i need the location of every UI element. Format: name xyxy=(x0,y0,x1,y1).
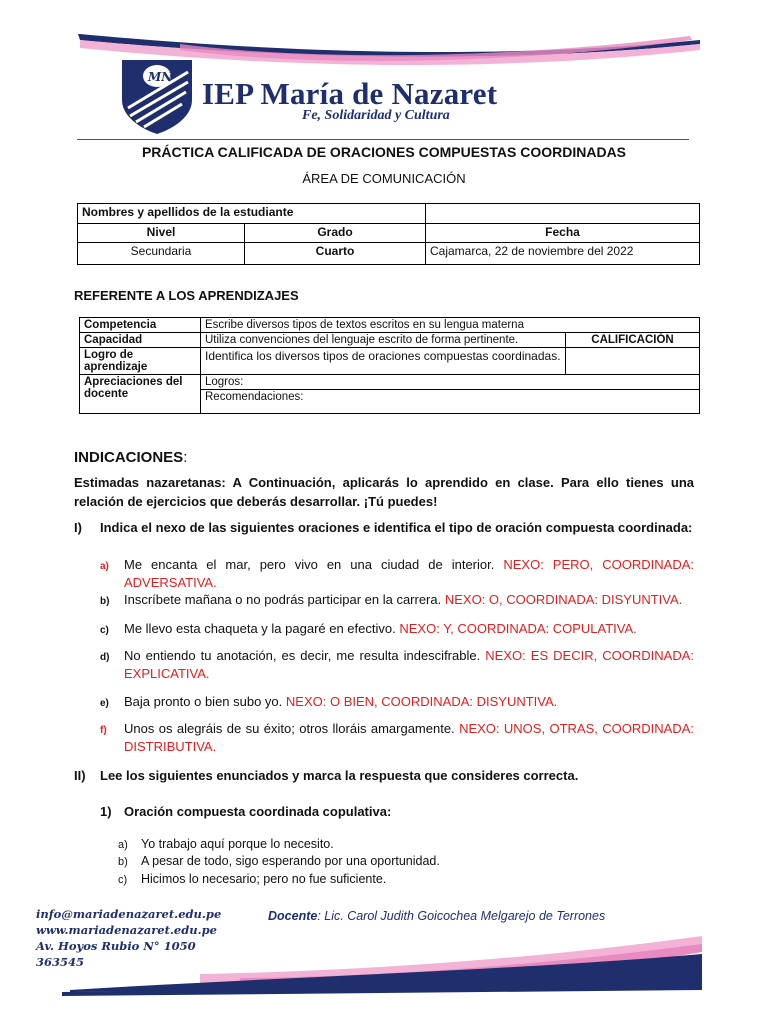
col-grado-header: Grado xyxy=(245,224,426,243)
footer-banner xyxy=(0,930,768,1024)
recomendaciones-label: Recomendaciones: xyxy=(201,390,700,414)
nivel-value: Secundaria xyxy=(78,243,245,265)
school-motto: Fe, Solidaridad y Cultura xyxy=(302,108,450,123)
list-item: a) Me encanta el mar, pero vivo en una ciudad de interior. NEXO: PERO, COORDINADA: ADVERSATIVA. xyxy=(100,557,694,590)
logro-value: Identifica los diversos tipos de oraciones compuestas coordinadas. xyxy=(201,348,566,375)
referente-table xyxy=(79,317,700,414)
apreciaciones-label: Apreciaciones del docente xyxy=(80,375,201,414)
col-nivel-header: Nivel xyxy=(78,224,245,243)
list-item: b) Inscríbete mañana o no podrás participar en la carrera. NEXO: O, COORDINADA: DISYUNTIVA. xyxy=(100,592,683,607)
list-item: d) No entiendo tu anotación, es decir, me resulta indescifrable. NEXO: ES DECIR, COORDINADA: EXPLICATIVA. xyxy=(100,648,694,681)
header-divider xyxy=(77,139,689,140)
calificacion-label: CALIFICACIÓN xyxy=(566,333,700,348)
page-subtitle: ÁREA DE COMUNICACIÓN xyxy=(302,171,466,186)
contact-address: Av. Hoyos Rubio N° 1050 xyxy=(36,939,196,953)
capacidad-value: Utiliza convenciones del lenguaje escrito de forma pertinente. xyxy=(201,333,566,348)
option-b[interactable]: b) A pesar de todo, sigo esperando por una oportunidad. xyxy=(118,854,440,868)
school-crest-icon xyxy=(122,60,192,134)
option-c[interactable]: c) Hicimos lo necesario; pero no fue suficiente. xyxy=(118,872,387,886)
list-item: f) Unos os alegráis de su éxito; otros lloráis amargamente. NEXO: UNOS, OTRAS, COORDINADA: DISTRIBUTIVA. xyxy=(100,721,694,754)
logro-label: Logro de aprendizaje xyxy=(80,348,201,375)
student-name-field[interactable] xyxy=(426,204,700,224)
referente-heading: REFERENTE A LOS APRENDIZAJES xyxy=(74,288,299,303)
page-title: PRÁCTICA CALIFICADA DE ORACIONES COMPUESTAS COORDINADAS xyxy=(141,144,627,160)
student-info-table xyxy=(77,203,700,265)
contact-email[interactable]: info@mariadenazaret.edu.pe xyxy=(36,907,222,921)
col-fecha-header: Fecha xyxy=(426,224,700,243)
docente-line: Docente: Lic. Carol Judith Goicochea Melgarejo de Terrones xyxy=(268,909,606,923)
contact-website[interactable]: www.mariadenazaret.edu.pe xyxy=(36,923,217,937)
grado-value: Cuarto xyxy=(245,243,426,265)
student-name-label: Nombres y apellidos de la estudiante xyxy=(78,204,426,224)
fecha-value: Cajamarca, 22 de noviembre del 2022 xyxy=(426,243,700,265)
calificacion-box[interactable] xyxy=(566,348,700,375)
capacidad-label: Capacidad xyxy=(80,333,201,348)
competencia-label: Competencia xyxy=(80,318,201,333)
school-name: IEP María de Nazaret xyxy=(202,76,498,111)
indicaciones-heading: INDICACIONES: xyxy=(74,449,188,466)
contact-phone: 363545 xyxy=(36,955,85,969)
competencia-value: Escribe diversos tipos de textos escritos en su lengua materna xyxy=(201,318,700,333)
option-a[interactable]: a) Yo trabajo aquí porque lo necesito. xyxy=(118,837,334,851)
list-item: c) Me llevo esta chaqueta y la pagaré en efectivo. NEXO: Y, COORDINADA: COPULATIVA. xyxy=(100,621,637,636)
logros-label: Logros: xyxy=(201,375,700,390)
crest-monogram: MN xyxy=(148,70,173,84)
indicaciones-text: Estimadas nazaretanas: A Continuación, aplicarás lo aprendido en clase. Para ello tienes una relación de ejercicios que deberás desarrollar. ¡Tú puedes! xyxy=(74,475,694,509)
list-item: e) Baja pronto o bien subo yo. NEXO: O BIEN, COORDINADA: DISYUNTIVA. xyxy=(100,694,558,709)
